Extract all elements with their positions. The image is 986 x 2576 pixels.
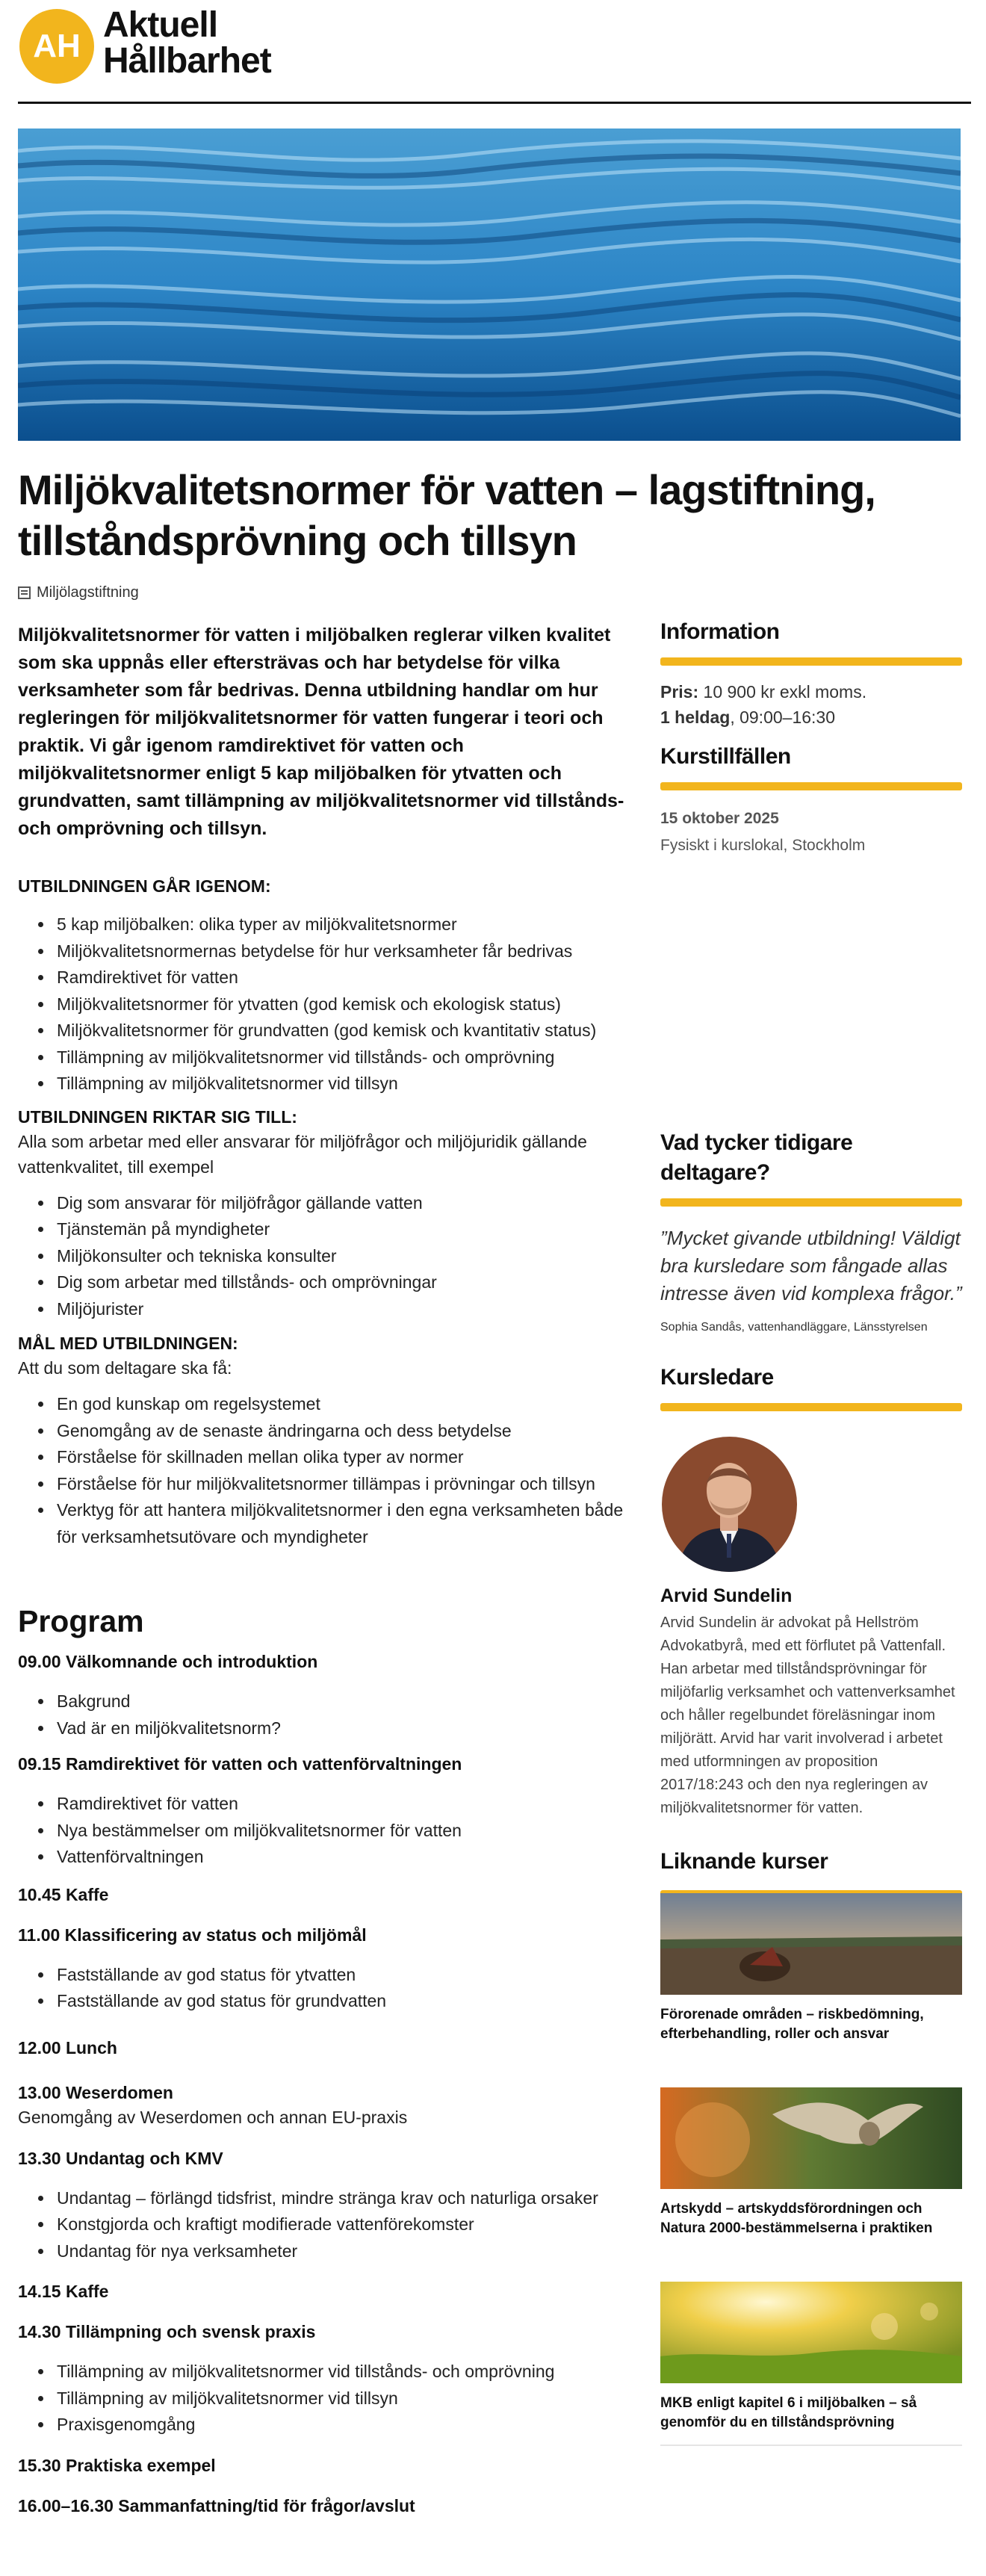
course-title: Förorenade områden – riskbedömning, efterbehandling, roller och ansvar xyxy=(660,2007,924,2042)
related-heading: Liknande kurser xyxy=(660,1849,828,1874)
program-slot-text: Genomgång av Weserdomen och annan EU-praxis xyxy=(18,2107,408,2127)
program-slot-title: 15.30 Praktiska exempel xyxy=(18,2455,216,2475)
accent-bar xyxy=(660,657,962,666)
sessions-heading: Kurstillfällen xyxy=(660,744,791,769)
list-item: Förståelse för skillnaden mellan olika typer av normer xyxy=(18,1444,638,1471)
course-image xyxy=(660,2282,962,2383)
list-item: Verktyg för att hantera miljökvalitetsnormer i den egna verksamheten både för verksamhetsutövare och myndigheter xyxy=(18,1497,638,1550)
list-item: Bakgrund xyxy=(18,1688,638,1715)
accent-bar xyxy=(660,782,962,790)
program-slot-list xyxy=(18,1791,638,1871)
review-quote: ”Mycket givande utbildning! Väldigt bra kursledare som fångade allas intresse även vid komplexa frågor.” xyxy=(660,1227,962,1304)
info-heading: Information xyxy=(660,619,780,644)
goals-list xyxy=(18,1391,638,1550)
program-slot-title: 13.30 Undantag och KMV xyxy=(18,2148,223,2168)
avatar xyxy=(662,1437,797,1572)
list-item: Tillämpning av miljökvalitetsnormer vid tillstånds- och omprövning xyxy=(18,1044,638,1071)
session-place: Fysiskt i kurslokal, Stockholm xyxy=(660,837,866,854)
intro-text: Miljökvalitetsnormer för vatten i miljöbalken reglerar vilken kvalitet som ska uppnås eller eftersträvas och har betydelse för vilka verksamheter som får bedrivas. Denna utbildning handlar om hur regleringen för miljökvalitetsnormer för vatten fungerar i teori och praktik. Vi går igenom ramdirektivet för vatten och miljökvalitetsnormer enligt 5 kap miljöbalken för ytvatten och grundvatten, samt tillämpning av miljökvalitetsnormer vid tillstånds- och omprövning och tillsyn. xyxy=(18,625,624,839)
site-header xyxy=(18,0,971,104)
category-label: Miljölagstiftning xyxy=(37,584,139,601)
sidebar xyxy=(660,617,962,2446)
goals-heading: MÅL MED UTBILDNINGEN: xyxy=(18,1334,238,1353)
main-content xyxy=(18,622,638,2518)
list-item: Ramdirektivet för vatten xyxy=(18,1791,638,1818)
review-source: Sophia Sandås, vattenhandläggare, Länsstyrelsen xyxy=(660,1321,928,1334)
sessions-box xyxy=(660,742,962,855)
covers-heading: UTBILDNINGEN GÅR IGENOM: xyxy=(18,876,271,896)
site-logo-text[interactable] xyxy=(103,7,271,79)
info-box xyxy=(660,617,962,730)
program-list xyxy=(18,1650,638,2518)
price-label: Pris: xyxy=(660,682,699,702)
audience-heading: UTBILDNINGEN RIKTAR SIG TILL: xyxy=(18,1106,297,1127)
page-title: Miljökvalitetsnormer för vatten – lagstiftning, tillståndsprövning och tillsyn xyxy=(18,466,875,564)
divider xyxy=(660,2445,962,2446)
list-item: Tillämpning av miljökvalitetsnormer vid tillsyn xyxy=(18,2385,638,2412)
list-item: Praxisgenomgång xyxy=(18,2412,638,2439)
covers-list xyxy=(18,911,638,1097)
list-item: Undantag för nya verksamheter xyxy=(18,2238,638,2265)
related-course-card[interactable] xyxy=(660,1893,962,2044)
program-slot-list xyxy=(18,2185,638,2265)
course-image xyxy=(660,2087,962,2189)
course-title: MKB enligt kapitel 6 i miljöbalken – så genomför du en tillståndsprövning xyxy=(660,2395,917,2430)
program-slot-title: 09.00 Välkomnande och introduktion xyxy=(18,1652,318,1671)
program-slot-list xyxy=(18,1688,638,1741)
hero-image xyxy=(18,129,961,441)
program-heading: Program xyxy=(18,1604,144,1638)
program-slot-title: 14.30 Tillämpning och svensk praxis xyxy=(18,2322,316,2341)
duration-line xyxy=(660,705,962,730)
teacher-heading: Kursledare xyxy=(660,1365,774,1390)
list-item: Miljökvalitetsnormernas betydelse för hur verksamheter får bedrivas xyxy=(18,938,638,965)
list-item: Dig som arbetar med tillstånds- och omprövningar xyxy=(18,1269,638,1296)
list-item: Vad är en miljökvalitetsnorm? xyxy=(18,1715,638,1742)
list-item: Fastställande av god status för grundvatten xyxy=(18,1988,638,2015)
logo-line-1: Aktuell xyxy=(103,5,218,45)
logo-icon[interactable]: AH xyxy=(19,9,94,84)
duration-value: , 09:00–16:30 xyxy=(730,708,835,727)
teacher-name: Arvid Sundelin xyxy=(660,1585,793,1606)
list-item: Ramdirektivet för vatten xyxy=(18,965,638,991)
audience-list xyxy=(18,1190,638,1323)
category-tag[interactable] xyxy=(18,584,139,601)
list-item: Miljökvalitetsnormer för ytvatten (god kemisk och ekologisk status) xyxy=(18,991,638,1018)
price-value: 10 900 kr exkl moms. xyxy=(698,682,867,702)
reviews-heading: Vad tycker tidigare deltagare? xyxy=(660,1130,853,1185)
logo-line-2: Hållbarhet xyxy=(103,41,271,81)
list-item: Vattenförvaltningen xyxy=(18,1844,638,1871)
course-title: Artskydd – artskyddsförordningen och Natura 2000-bestämmelserna i praktiken xyxy=(660,2201,933,2236)
list-item: En god kunskap om regelsystemet xyxy=(18,1391,638,1418)
program-slot-title: 13.00 Weserdomen xyxy=(18,2082,173,2102)
teacher-box xyxy=(660,1363,962,1820)
list-item: Genomgång av de senaste ändringarna och dess betydelse xyxy=(18,1418,638,1445)
list-item: 5 kap miljöbalken: olika typer av miljökvalitetsnormer xyxy=(18,911,638,938)
list-item: Miljökonsulter och tekniska konsulter xyxy=(18,1243,638,1270)
category-icon xyxy=(18,586,31,599)
list-item: Miljöjurister xyxy=(18,1296,638,1323)
reviews-box xyxy=(660,1128,962,1334)
teacher-bio: Arvid Sundelin är advokat på Hellström Advokatbyrå, med ett förflutet på Vattenfall. Han arbetar med tillståndsprövningar för miljöfarlig verksamhet och vattenverksamhet och håller regelbundet föreläsningar inom miljörätt. Arvid har varit involverad i arbetet med utformningen av proposition 2017/18:243 och den nya regleringen av miljökvalitetsnormer för vatten. xyxy=(660,1614,955,1816)
related-course-card[interactable] xyxy=(660,2087,962,2238)
list-item: Fastställande av god status för ytvatten xyxy=(18,1962,638,1989)
goals-text: Att du som deltagare ska få: xyxy=(18,1358,232,1378)
program-slot-list xyxy=(18,1962,638,2015)
list-item: Dig som ansvarar för miljöfrågor gällande vatten xyxy=(18,1190,638,1217)
session-item[interactable] xyxy=(660,810,962,855)
list-item: Undantag – förlängd tidsfrist, mindre stränga krav och naturliga orsaker xyxy=(18,2185,638,2212)
list-item: Tjänstemän på myndigheter xyxy=(18,1216,638,1243)
program-slot-title: 09.15 Ramdirektivet för vatten och vattenförvaltningen xyxy=(18,1754,462,1774)
list-item: Tillämpning av miljökvalitetsnormer vid tillstånds- och omprövning xyxy=(18,2359,638,2385)
list-item: Konstgjorda och kraftigt modifierade vattenförekomster xyxy=(18,2211,638,2238)
program-slot-title: 12.00 Lunch xyxy=(18,2037,117,2058)
list-item: Miljökvalitetsnormer för grundvatten (god kemisk och kvantitativ status) xyxy=(18,1018,638,1044)
accent-bar xyxy=(660,1198,962,1207)
list-item: Förståelse för hur miljökvalitetsnormer tillämpas i prövningar och tillsyn xyxy=(18,1471,638,1498)
duration-label: 1 heldag xyxy=(660,708,731,727)
program-slot-title: 16.00–16.30 Sammanfattning/tid för frågor/avslut xyxy=(18,2495,415,2515)
price-line xyxy=(660,679,962,705)
teacher-photo-wrap xyxy=(660,1437,962,1572)
list-item: Tillämpning av miljökvalitetsnormer vid tillsyn xyxy=(18,1071,638,1097)
course-image xyxy=(660,1893,962,1995)
audience-text: Alla som arbetar med eller ansvarar för miljöfrågor och miljöjuridik gällande vattenkvalitet, till exempel xyxy=(18,1131,587,1177)
related-box xyxy=(660,1847,962,2446)
program-slot-list xyxy=(18,2359,638,2439)
accent-bar xyxy=(660,1403,962,1411)
program-slot-title: 11.00 Klassificering av status och miljömål xyxy=(18,1925,367,1945)
related-course-card[interactable] xyxy=(660,2282,962,2433)
list-item: Nya bestämmelser om miljökvalitetsnormer för vatten xyxy=(18,1818,638,1845)
program-slot-title: 14.15 Kaffe xyxy=(18,2282,109,2301)
session-date: 15 oktober 2025 xyxy=(660,810,779,827)
program-slot-title: 10.45 Kaffe xyxy=(18,1884,109,1904)
